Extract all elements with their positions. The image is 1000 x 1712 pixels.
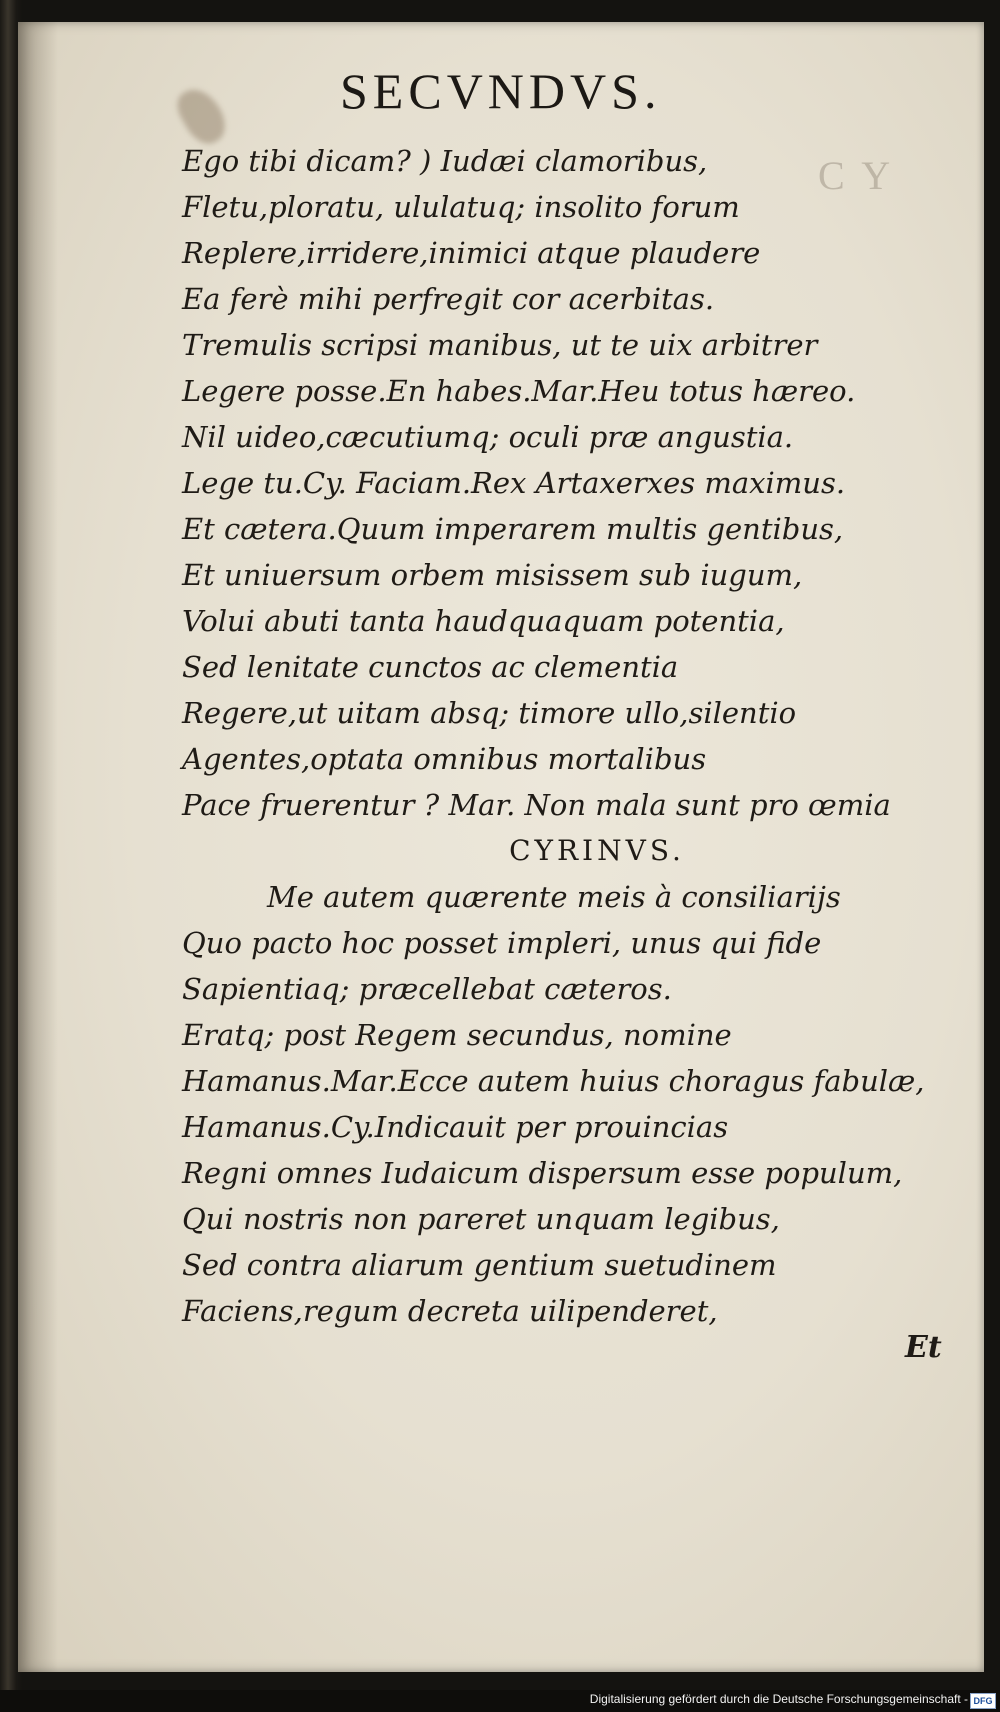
running-head: SECVNDVS. [340,63,662,119]
verse-line: Sapientiaq; præcellebat cæteros. [182,972,672,1006]
verse-line: Hamanus.Mar.Ecce autem huius choragus fabulæ, [182,1064,925,1098]
verse-line: Hamanus.Cy.Indicauit per prouincias [182,1110,729,1144]
verse-line: Ego tibi dicam? ) Iudæi clamoribus, [182,144,708,178]
verse-line: Ea ferè mihi perfregit cor acerbitas. [182,282,715,316]
verse-line: Regni omnes Iudaicum dispersum esse populum, [182,1156,903,1190]
verse-line: Legere posse.En habes.Mar.Heu totus hæreo. [182,374,856,408]
show-through-mark: C Y [818,153,895,198]
verse-line: Et uniuersum orbem misissem sub iugum, [182,558,803,592]
verse-line: Fletu,ploratu, ululatuq; insolito forum [182,190,740,224]
verse-line: Me autem quærente meis à consiliarijs [267,880,841,914]
verse-line: Faciens,regum decreta uilipenderet, [182,1294,718,1328]
verse-line: Qui nostris non pareret unquam legibus, [182,1202,780,1236]
catchword: Et [905,1330,942,1365]
verse-line: Sed contra aliarum gentium suetudinem [182,1248,777,1282]
footer-credit: Digitalisierung gefördert durch die Deutsche Forschungsgemeinschaft - [589,1692,968,1706]
verse-line: Tremulis scripsi manibus, ut te uix arbitrer [182,328,818,362]
verse-line: Quo pacto hoc posset impleri, unus qui fide [182,926,822,960]
verse-line: Lege tu.Cy. Faciam.Rex Artaxerxes maximus. [182,466,846,500]
verse-line: Eratq; post Regem secundus, nomine [182,1018,732,1052]
verse-line: Et cætera.Quum imperarem multis gentibus, [182,512,844,546]
dfg-logo-text: DFG [973,1696,993,1706]
verse-line: Agentes,optata omnibus mortalibus [182,742,707,776]
gutter-shadow [18,22,58,1672]
verse-lines-after-speaker [182,874,972,1334]
verse-line: Pace fruerentur ? Mar. Non mala sunt pro œmia [182,788,891,822]
verse-lines-before-speaker [182,138,972,828]
verse-line: Volui abuti tanta haudquaquam potentia, [182,604,785,638]
verse-line: Regere,ut uitam absq; timore ullo,silentio [182,696,797,730]
verse-text [182,138,972,1334]
dfg-logo-icon [970,1693,996,1709]
verse-line: Sed lenitate cunctos ac clementia [182,650,679,684]
verse-line: Nil uideo,cæcutiumq; oculi præ angustia. [182,420,794,454]
verse-line: Replere,irridere,inimici atque plaudere [182,236,761,270]
speaker-heading: CYRINVS. [509,834,685,867]
